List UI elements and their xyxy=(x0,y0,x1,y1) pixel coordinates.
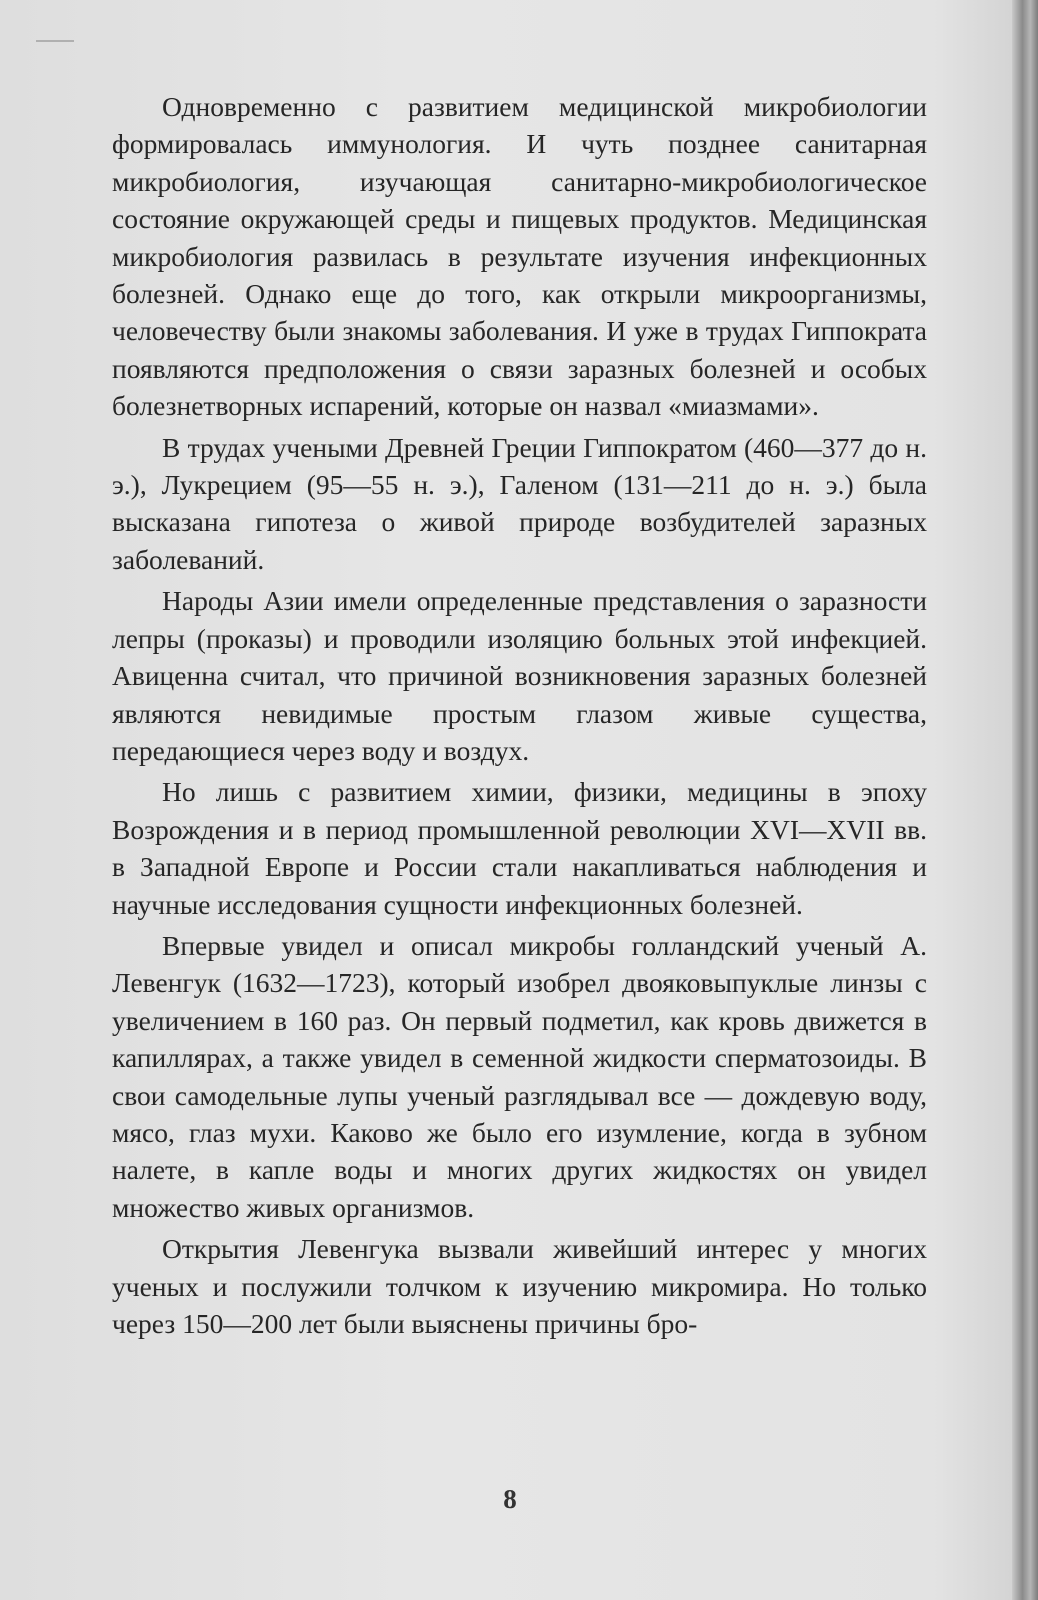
paragraph-renaissance: Но лишь с развитием химии, физики, медицины в эпоху Возрождения и в период промышленной революции XVI—XVII вв. в Западной Европе и России стали накапливаться наблюдения и научные исследования сущности инфекционных болезней. xyxy=(112,776,927,920)
paragraph-ancient-greece: В трудах учеными Древней Греции Гиппократом (460—377 до н. э.), Лукрецием (95—55 н. э.), Галеном (131—211 до н. э.) была высказана гипотеза о живой природе возбудителей заразных заболеваний. xyxy=(112,431,927,575)
paragraph-discoveries: Открытия Левенгука вызвали живейший интерес у многих ученых и послужили толчком к изучению микромира. Но только через 150—200 лет были выяснены причины бро- xyxy=(112,1233,927,1339)
book-spine-edge xyxy=(1012,0,1038,1600)
scan-artifact-dash xyxy=(36,40,74,42)
paragraph-immunology: Одновременно с развитием медицинской микробиологии формировалась иммунология. И чуть позднее санитарная микробиология, изучающая санитарно-микробиологическое состояние окружающей среды и пищевых продуктов. Медицинская микробиология развилась в результате изучения инфекционных болезней. Однако еще до того, как открыли микроорганизмы, человечеству были знакомы заболевания. И уже в трудах Гиппократа появляются предположения о связи заразных болезней и особых болезнетворных испарений, которые он назвал «миазмами». xyxy=(112,91,927,422)
paragraph-asia-avicenna: Народы Азии имели определенные представления о заразности лепры (проказы) и проводили изоляцию больных этой инфекцией. Авиценна считал, что причиной возникновения заразных болезней являются невидимые простым глазом живые существа, передающиеся через воду и воздух. xyxy=(112,585,927,766)
page-number: 8 xyxy=(503,1484,517,1514)
paragraph-leeuwenhoek: Впервые увидел и описал микробы голландский ученый А. Левенгук (1632—1723), который изобрел двояковыпуклые линзы с увеличением в 160 раз. Он первый подметил, как кровь движется в капиллярах, а также увидел в семенной жидкости сперматозоиды. В свои самодельные лупы ученый разглядывал все — дождевую воду, мясо, глаз мухи. Каково же было его изумление, когда в зубном налете, в капле воды и многих других жидкостях он увидел множество живых организмов. xyxy=(112,929,927,1223)
body-text xyxy=(112,88,927,1342)
